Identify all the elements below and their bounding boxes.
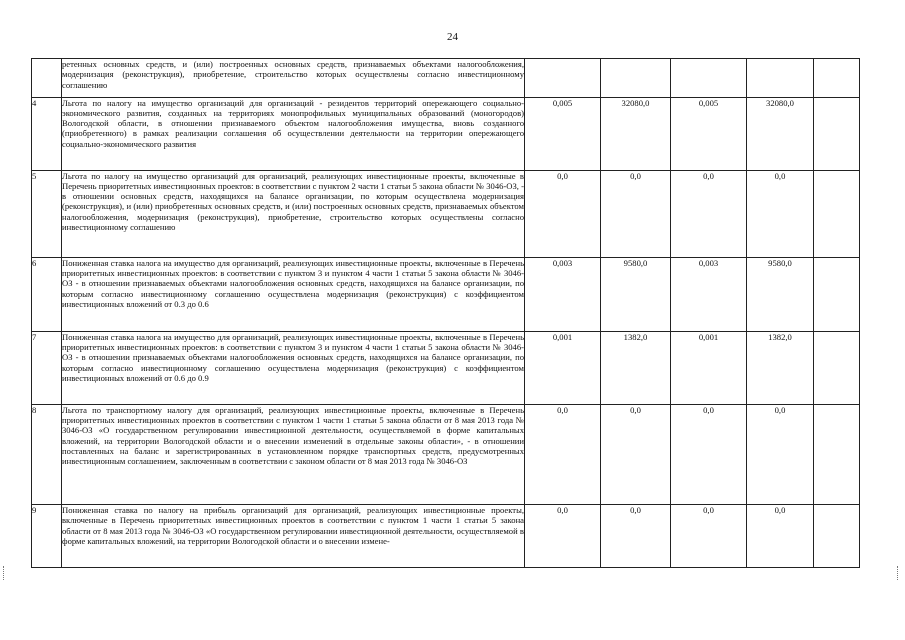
row-empty-cell — [814, 257, 860, 331]
row-value-4: 0,0 — [747, 170, 814, 257]
row-empty-cell — [814, 505, 860, 568]
row-number: 7 — [32, 331, 62, 404]
row-value-4: 0,0 — [747, 505, 814, 568]
table-row — [32, 170, 860, 257]
row-value-1: 0,0 — [525, 170, 601, 257]
row-number — [32, 59, 62, 98]
row-value-3: 0,0 — [671, 404, 747, 504]
row-description: Льгота по транспортному налогу для организаций, реализующих инвестиционные проекты, включенные в Перечень приоритетных инвестиционных проектов в соответствии с пунктом 1 части 1 статьи 5 закона области от 8 мая 2013 года № 3046-ОЗ «О государственном регулировании инвестиционной деятельности, осуществляемой в форме капитальных вложений, на территории Вологодской области и о внесении изменений в отдельные законы области», - в отношении поставленных на баланс и зарегистрированных в установленном порядке транспортных средств, предусмотренных инвестиционным соглашением, заключенным в соответствии с законом области от 8 мая 2013 года № 3046-ОЗ — [62, 404, 525, 504]
row-description: Льгота по налогу на имущество организаций для организаций - резидентов территорий опережающего социально-экономического развития, созданных на территориях монопрофильных муниципальных образований (моногородов) Вологодской области, в отношении признаваемого объектом налогообложения имущества, вновь созданного (приобретенного) в рамках реализации соглашения об осуществлении деятельности на территории опережающего социально-экономического развития — [62, 97, 525, 170]
row-empty-cell — [814, 170, 860, 257]
row-number: 5 — [32, 170, 62, 257]
row-number: 6 — [32, 257, 62, 331]
row-value-2 — [601, 59, 671, 98]
row-number: 4 — [32, 97, 62, 170]
row-number: 9 — [32, 505, 62, 568]
tax-benefits-table — [31, 58, 860, 568]
right-margin-mark — [897, 566, 902, 580]
row-value-1: 0,005 — [525, 97, 601, 170]
row-value-4: 1382,0 — [747, 331, 814, 404]
table-row — [32, 97, 860, 170]
table-row — [32, 331, 860, 404]
row-value-3: 0,0 — [671, 170, 747, 257]
row-value-3: 0,005 — [671, 97, 747, 170]
row-value-1: 0,0 — [525, 404, 601, 504]
row-value-1 — [525, 59, 601, 98]
page-number: 24 — [447, 31, 458, 43]
row-value-4: 32080,0 — [747, 97, 814, 170]
table-row — [32, 59, 860, 98]
row-value-3 — [671, 59, 747, 98]
row-value-4: 9580,0 — [747, 257, 814, 331]
row-value-2: 0,0 — [601, 404, 671, 504]
row-description: ретенных основных средств, и (или) построенных основных средств, признаваемых объектами налогообложения, модернизация (реконструкция), приобретение, строительство которых осуществлены согласно инвестиционному соглашению — [62, 59, 525, 98]
row-value-2: 0,0 — [601, 170, 671, 257]
row-value-3: 0,003 — [671, 257, 747, 331]
row-value-1: 0,003 — [525, 257, 601, 331]
row-value-1: 0,001 — [525, 331, 601, 404]
row-value-3: 0,0 — [671, 505, 747, 568]
row-empty-cell — [814, 59, 860, 98]
table-row — [32, 257, 860, 331]
row-number: 8 — [32, 404, 62, 504]
row-value-2: 32080,0 — [601, 97, 671, 170]
table-row — [32, 404, 860, 504]
row-value-1: 0,0 — [525, 505, 601, 568]
row-value-2: 0,0 — [601, 505, 671, 568]
row-empty-cell — [814, 97, 860, 170]
row-description: Пониженная ставка налога на имущество для организаций, реализующих инвестиционные проекты, включенные в Перечень приоритетных инвестиционных проектов: в соответствии с пунктом 3 и пунктом 4 части 1 статьи 5 закона области № 3046-ОЗ - в отношении признаваемых объектами налогообложения основных средств, находящихся на балансе организации, по которым согласно инвестиционному соглашению осуществлена модернизация (реконструкция) с коэффициентом инвестиционных вложений от 0.6 до 0.9 — [62, 331, 525, 404]
row-empty-cell — [814, 331, 860, 404]
left-margin-mark — [3, 566, 8, 580]
row-value-2: 1382,0 — [601, 331, 671, 404]
row-description: Пониженная ставка по налогу на прибыль организаций для организаций, реализующих инвестиционные проекты, включенные в Перечень приоритетных инвестиционных проектов в соответствии с пунктом 1 части 1 статьи 5 закона области от 8 мая 2013 года № 3046-ОЗ «О государственном регулировании инвестиционной деятельности, осуществляемой в форме капитальных вложений, на территории Вологодской области и о внесении измене- — [62, 505, 525, 568]
row-value-2: 9580,0 — [601, 257, 671, 331]
row-description: Льгота по налогу на имущество организаций для организаций, реализующих инвестиционные проекты, включенные в Перечень приоритетных инвестиционных проектов: в соответствии с пунктом 2 части 1 статьи 5 закона области № 3046-ОЗ, - в отношении основных средств, находящихся на балансе организации, по которым осуществлена модернизация (реконструкция), и (или) приобретенных основных средств, и (или) построенных основных средств, признаваемых объектом налогообложения, модернизация (реконструкция), приобретение, строительство которых осуществлены согласно инвестиционному соглашению — [62, 170, 525, 257]
row-empty-cell — [814, 404, 860, 504]
row-description: Пониженная ставка налога на имущество для организаций, реализующих инвестиционные проекты, включенные в Перечень приоритетных инвестиционных проектов: в соответствии с пунктом 3 и пунктом 4 части 1 статьи 5 закона области № 3046-ОЗ - в отношении признаваемых объектами налогообложения основных средств, находящихся на балансе организации, по которым согласно инвестиционному соглашению осуществлена модернизация (реконструкция) с коэффициентом инвестиционных вложений от 0.3 до 0.6 — [62, 257, 525, 331]
row-value-4 — [747, 59, 814, 98]
row-value-4: 0,0 — [747, 404, 814, 504]
row-value-3: 0,001 — [671, 331, 747, 404]
table-row — [32, 505, 860, 568]
